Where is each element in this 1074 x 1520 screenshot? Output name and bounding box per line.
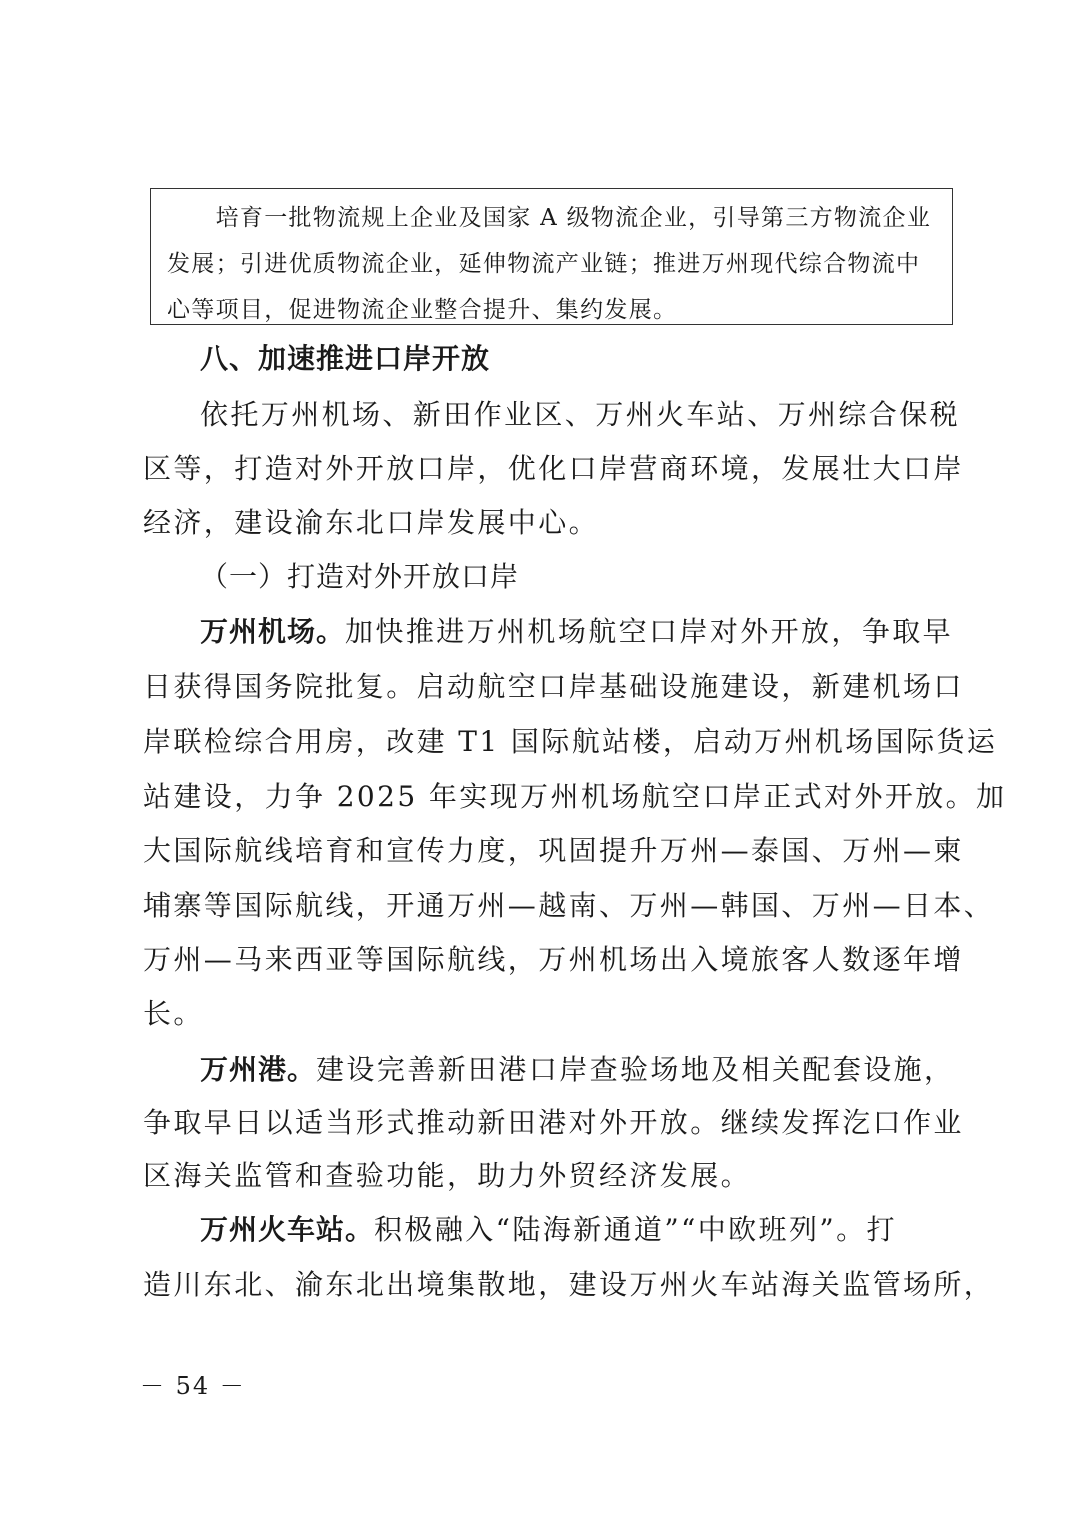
page-number: － 54 － [140, 1372, 246, 1400]
intro-line-1: 依托万州机场、新田作业区、万州火车站、万州综合保税 [200, 398, 961, 431]
box-line-3: 心等项目，促进物流企业整合提升、集约发展。 [167, 297, 678, 323]
airport-line: 万州—马来西亚等国际航线，万州机场出入境旅客人数逐年增 [143, 943, 964, 976]
airport-line: 站建设，力争 2025 年实现万州机场航空口岸正式对外开放。加 [143, 780, 1007, 813]
station-paragraph-first-line [200, 1201, 1000, 1259]
box-line-1: 培育一批物流规上企业及国家 A 级物流企业，引导第三方物流企业 [167, 205, 932, 231]
port-label: 万州港。 [200, 1053, 317, 1086]
section-heading: 八、加速推进口岸开放 [200, 342, 491, 375]
airport-paragraph-first-line [200, 603, 1000, 661]
port-line: 争取早日以适当形式推动新田港对外开放。继续发挥汔口作业 [143, 1106, 964, 1139]
airport-line: 岸联检综合用房，改建 T1 国际航站楼，启动万州机场国际货运 [143, 725, 998, 758]
airport-first-text: 加快推进万州机场航空口岸对外开放，争取早 [345, 615, 954, 648]
airport-line: 日获得国务院批复。启动航空口岸基础设施建设，新建机场口 [143, 670, 964, 703]
box-line-2: 发展；引进优质物流企业，延伸物流产业链；推进万州现代综合物流中 [167, 251, 921, 277]
port-paragraph-first-line [200, 1041, 1000, 1099]
intro-line-3: 经济，建设渝东北口岸发展中心。 [143, 506, 600, 539]
intro-line-2: 区等，打造对外开放口岸，优化口岸营商环境，发展壮大口岸 [143, 452, 964, 485]
station-label: 万州火车站。 [200, 1213, 375, 1246]
station-line: 造川东北、渝东北出境集散地，建设万州火车站海关监管场所， [143, 1268, 995, 1301]
port-line: 区海关监管和查验功能，助力外贸经济发展。 [143, 1159, 752, 1192]
airport-line: 长。 [143, 997, 204, 1030]
airport-line: 大国际航线培育和宣传力度，巩固提升万州—泰国、万州—柬 [143, 834, 964, 867]
station-first-text: 积极融入“陆海新通道”“中欧班列”。打 [374, 1213, 897, 1246]
port-first-text: 建设完善新田港口岸查验场地及相关配套设施， [316, 1053, 955, 1086]
subsection-heading: （一）打造对外开放口岸 [200, 560, 520, 593]
highlight-box [150, 188, 953, 325]
airport-label: 万州机场。 [200, 615, 346, 648]
airport-line: 埔寨等国际航线，开通万州—越南、万州—韩国、万州—日本、 [143, 889, 995, 922]
